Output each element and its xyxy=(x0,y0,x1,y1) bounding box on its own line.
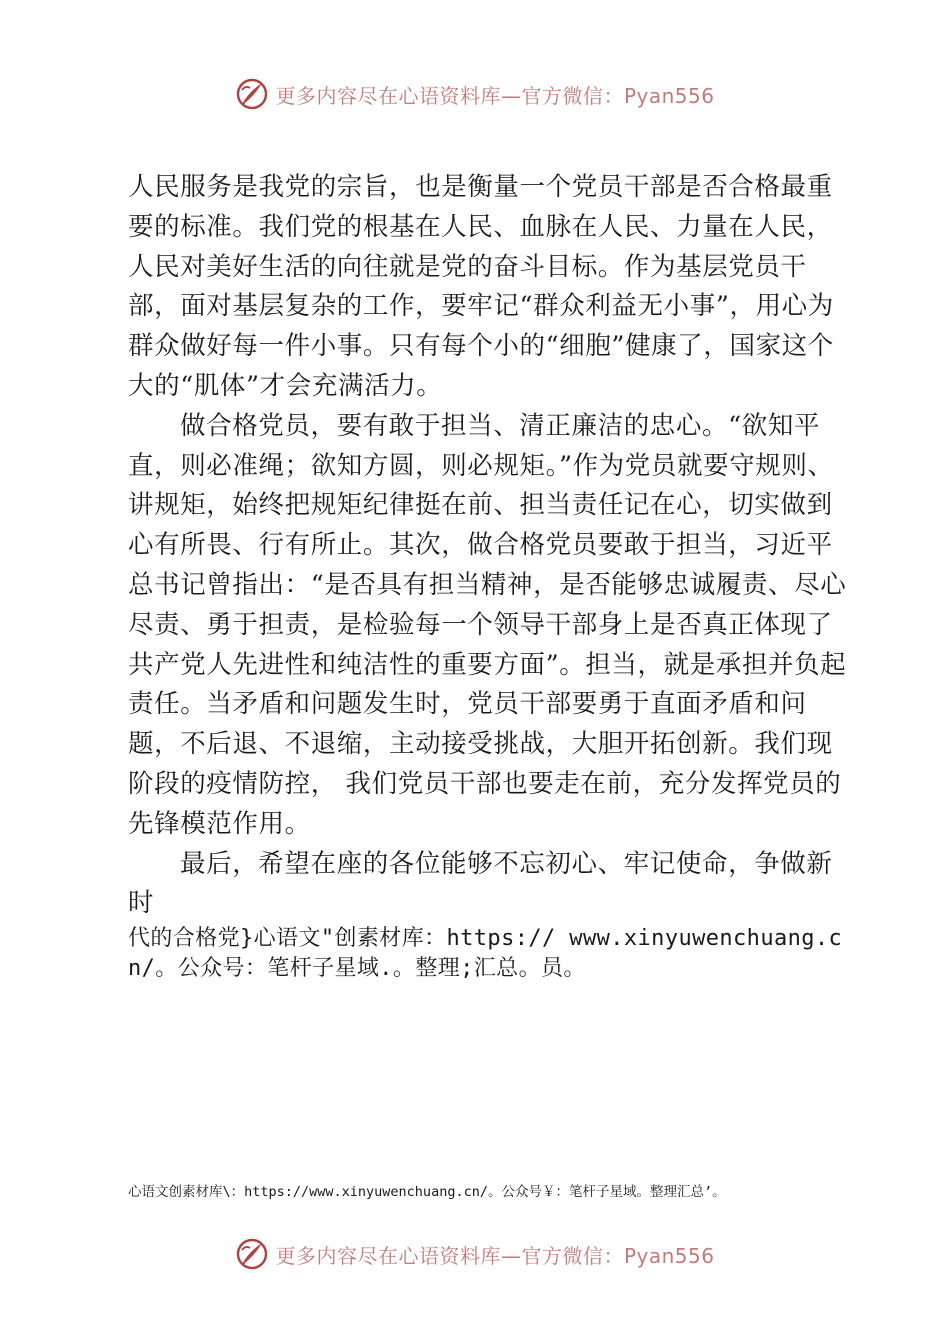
header-banner-text: 更多内容尽在心语资料库—官方微信：Pyan556 xyxy=(275,83,715,108)
quill-pen-logo-icon xyxy=(235,77,269,111)
footer-note: 心语文创素材库\：https://www.xinyuwenchuang.cn/。公众号￥：笔杆子星域。整理汇总’。 xyxy=(128,1184,726,1200)
paragraph-1: 人民服务是我党的宗旨，也是衡量一个党员干部是否合格最重要的标准。我们党的根基在人民、血脉在人民、力量在人民，人民对美好生活的向往就是党的奋斗目标。作为基层党员干部，面对基层复杂的工作，要牢记“群众利益无小事”，用心为群众做好每一件小事。只有每个小的“细胞”健康了，国家这个大的“肌体”才会充满活力。 xyxy=(128,172,834,401)
quill-pen-logo-icon xyxy=(235,1237,269,1271)
paragraph-3: 最后，希望在座的各位能够不忘初心、牢记使命，争做新时 xyxy=(128,848,833,919)
footer-banner[interactable] xyxy=(0,1232,950,1276)
footer-banner-text: 更多内容尽在心语资料库—官方微信：Pyan556 xyxy=(275,1243,715,1268)
header-banner[interactable] xyxy=(0,72,950,116)
paragraph-3-tail: 代的合格党}心语文"创素材库：https:// www.xinyuwenchuang.cn/。公众号：笔杆子星域.。整理;汇总。员。 xyxy=(128,926,843,982)
body-text xyxy=(128,168,858,984)
paragraph-2: 做合格党员，要有敢于担当、清正廉洁的忠心。“欲知平直，则必准绳；欲知方圆，则必规矩。”作为党员就要守规则、讲规矩，始终把规矩纪律挺在前、担当责任记在心，切实做到心有所畏、行有所止。其次，做合格党员要敢于担当，习近平总书记曾指出：“是否具有担当精神，是否能够忠诚履责、尽心尽责、勇于担责，是检验每一个领导干部身上是否真正体现了共产党人先进性和纯洁性的重要方面”。担当，就是承担并负起责任。当矛盾和问题发生时，党员干部要勇于直面矛盾和问题，不后退、不退缩，主动接受挑战，大胆开拓创新。我们现阶段的疫情防控， 我们党员干部也要走在前，充分发挥党员的先锋模范作用。 xyxy=(128,410,847,839)
